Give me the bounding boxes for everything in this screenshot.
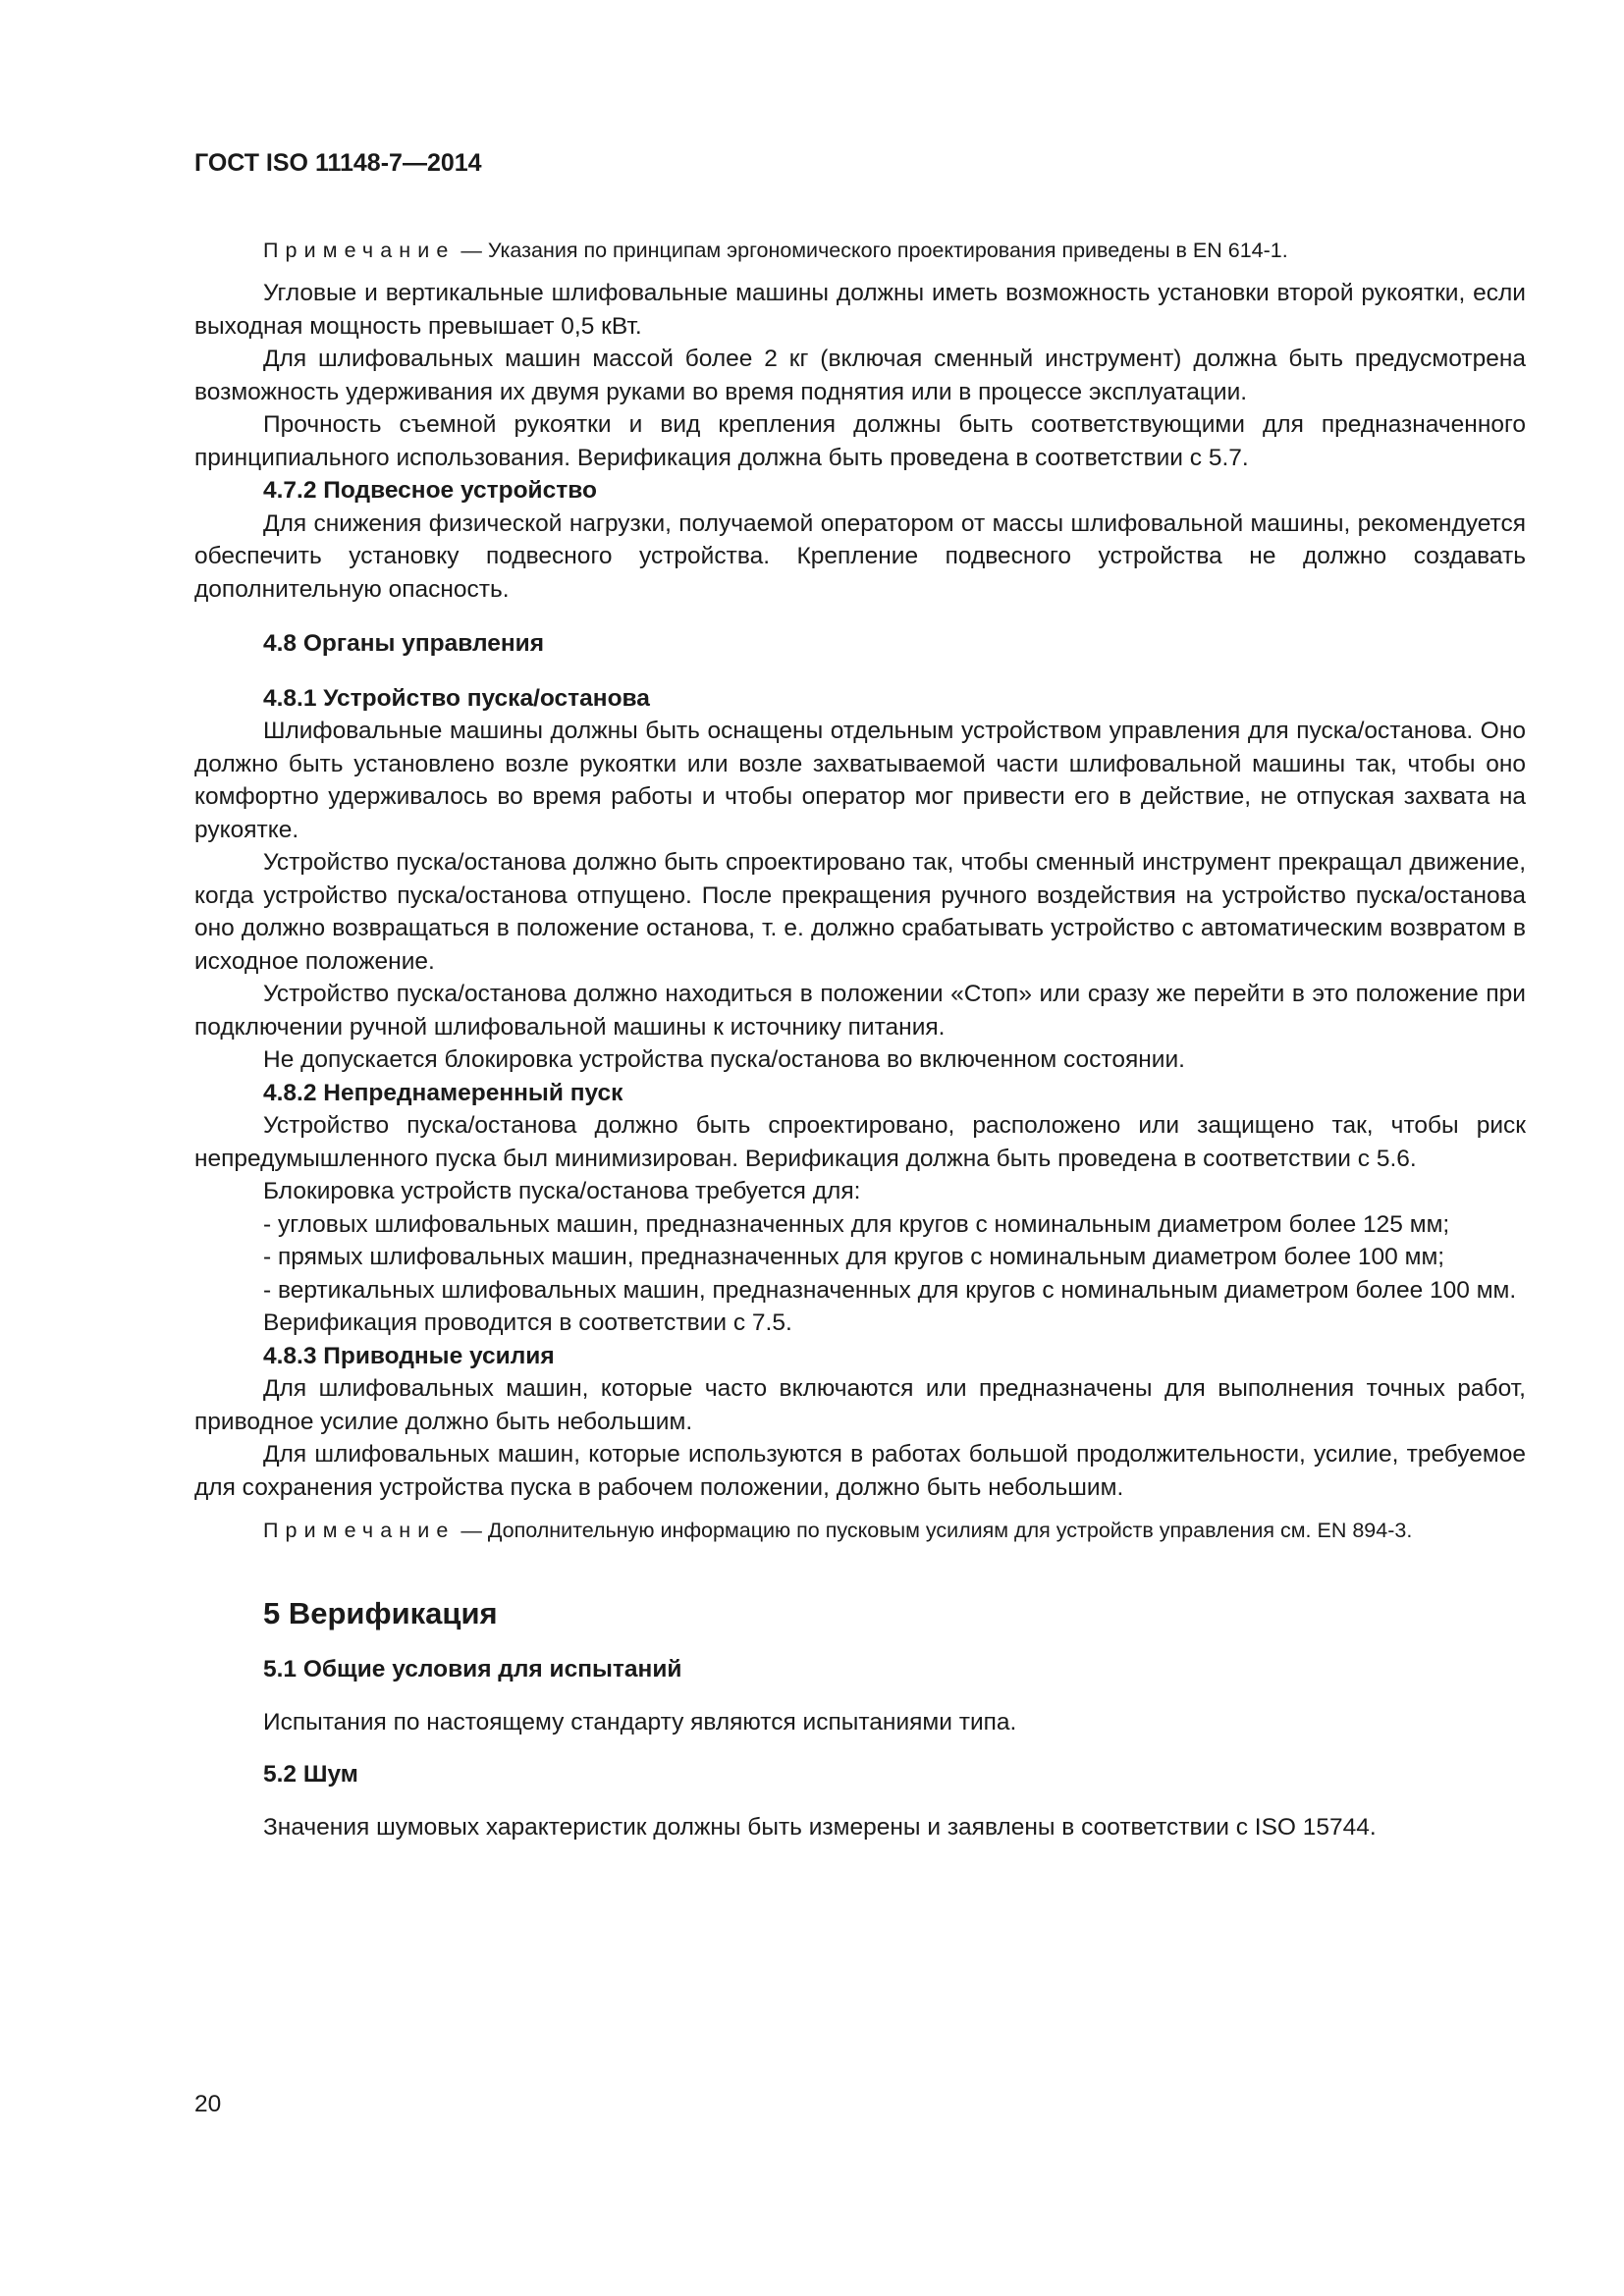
section-heading-4-8-3: 4.8.3 Приводные усилия — [263, 1342, 555, 1369]
note-ergonomics — [194, 236, 1526, 265]
paragraph: Прочность съемной рукоятки и вид крепления должны быть соответствующими для предназначенного принципиального использования. Верификация должна быть проведена в соответствии с 5.7. — [194, 411, 1526, 471]
paragraph: Значения шумовых характеристик должны быть измерены и заявлены в соответствии с ISO 15744. — [263, 1813, 1377, 1841]
paragraph: Угловые и вертикальные шлифовальные машины должны иметь возможность установки второй рукоятки, если выходная мощность превышает 0,5 кВт. — [194, 280, 1526, 340]
document-page — [194, 147, 1526, 1843]
standard-header: ГОСТ ISO 11148-7—2014 — [194, 149, 482, 177]
list-item: - прямых шлифовальных машин, предназначенных для кругов с номинальным диаметром более 100 мм; — [263, 1244, 1445, 1270]
section-heading-4-8: 4.8 Органы управления — [263, 630, 545, 657]
note-text: — Указания по принципам эргономического проектирования приведены в EN 614-1. — [455, 239, 1288, 262]
note-text: — Дополнительную информацию по пусковым усилиям для устройств управления см. EN 894-3. — [455, 1519, 1413, 1542]
section-heading-4-8-2: 4.8.2 Непреднамеренный пуск — [263, 1079, 623, 1106]
page-number: 20 — [194, 2091, 222, 2117]
note-label: Примечание — [263, 239, 456, 262]
paragraph: Устройство пуска/останова должно быть спроектировано так, чтобы сменный инструмент прекращал движение, когда устройство пуска/останова отпущено. После прекращения ручного воздействия на устройство пуска/останова оно должно возвращаться в положение останова, т. е. должно срабатывать устройство с автоматическим возвратом в исходное положение. — [194, 849, 1526, 975]
paragraph: Устройство пуска/останова должно находиться в положении «Стоп» или сразу же перейти в это положение при подключении ручной шлифовальной машины к источнику питания. — [194, 981, 1526, 1041]
paragraph: Для шлифовальных машин массой более 2 кг (включая сменный инструмент) должна быть предусмотрена возможность удерживания их двумя руками во время поднятия или в процессе эксплуатации. — [194, 346, 1526, 405]
section-heading-4-7-2: 4.7.2 Подвесное устройство — [263, 477, 597, 504]
list-item: - угловых шлифовальных машин, предназначенных для кругов с номинальным диаметром более 125 мм; — [263, 1210, 1450, 1238]
section-heading-5: 5 Верификация — [263, 1596, 498, 1630]
section-heading-4-8-1: 4.8.1 Устройство пуска/останова — [263, 684, 650, 712]
note-start-forces — [194, 1516, 1526, 1545]
paragraph: Для шлифовальных машин, которые используются в работах большой продолжительности, усилие, требуемое для сохранения устройства пуска в рабочем положении, должно быть небольшим. — [194, 1441, 1526, 1501]
paragraph: Не допускается блокировка устройства пуска/останова во включенном состоянии. — [263, 1046, 1185, 1073]
paragraph: Испытания по настоящему стандарту являются испытаниями типа. — [263, 1708, 1017, 1735]
paragraph: Устройство пуска/останова должно быть спроектировано, расположено или защищено так, чтобы риск непредумышленного пуска был минимизирован. Верификация должна быть проведена в соответствии с 5.6. — [194, 1112, 1526, 1172]
paragraph: Блокировка устройств пуска/останова требуется для: — [263, 1178, 861, 1204]
paragraph: Для снижения физической нагрузки, получаемой оператором от массы шлифовальной машины, рекомендуется обеспечить установку подвесного устройства. Крепление подвесного устройства не должно создавать дополнительную опасность. — [194, 509, 1526, 603]
paragraph: Шлифовальные машины должны быть оснащены отдельным устройством управления для пуска/останова. Оно должно быть установлено возле рукоятки или возле захватываемой части шлифовальной машины так, чтобы оно комфортно удерживалось во время работы и чтобы оператор мог привести его в действие, не отпуская захвата на рукоятке. — [194, 718, 1526, 843]
note-label: Примечание — [263, 1519, 456, 1542]
paragraph: Верификация проводится в соответствии с 7.5. — [263, 1309, 792, 1336]
paragraph: Для шлифовальных машин, которые часто включаются или предназначены для выполнения точных работ, приводное усилие должно быть небольшим. — [194, 1375, 1526, 1435]
section-heading-5-1: 5.1 Общие условия для испытаний — [263, 1656, 682, 1682]
section-heading-5-2: 5.2 Шум — [263, 1761, 358, 1788]
list-item: - вертикальных шлифовальных машин, предназначенных для кругов с номинальным диаметром более 100 мм. — [263, 1276, 1517, 1304]
